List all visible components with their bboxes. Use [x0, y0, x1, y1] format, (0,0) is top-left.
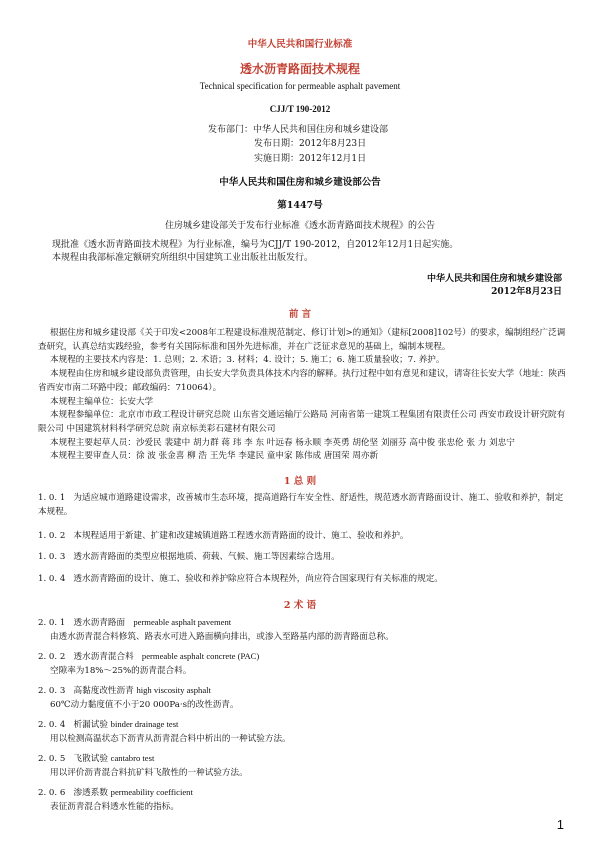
term-name-en: permeable asphalt concrete (PAC): [141, 651, 260, 661]
signer: 中华人民共和国住房和城乡建设部: [426, 274, 562, 284]
term-number: 2. 0. 5: [38, 754, 66, 764]
announcement-line: 现批准《透水沥青路面技术规程》为行业标准，编号为CJJ/T 190-2012，自2012年12月1日起实施。: [52, 240, 459, 250]
term-number: 2. 0. 3: [38, 686, 66, 696]
clause-number: 1. 0. 2: [38, 531, 66, 541]
issuer: 发布部门：中华人民共和国住房和城乡建设部: [208, 125, 389, 135]
term-name: 高黏度改性沥青: [73, 686, 134, 696]
announcement-subject: 住房城乡建设部关于发布行业标准《透水沥青路面技术规程》的公告: [164, 221, 435, 231]
issue-date: 发布日期：2012年8月23日: [254, 139, 367, 150]
preface-paragraph: 本规程主编单位：长安大学: [50, 396, 154, 407]
clause-text: 透水沥青路面的类型应根据地质、荷载、气候、施工等因素综合选用。: [73, 552, 340, 562]
announcement-signature: [427, 273, 562, 299]
term-item: [38, 718, 566, 746]
announcement-heading: 中华人民共和国住房和城乡建设部公告: [219, 177, 381, 188]
announcement-line: 本规程由我部标准定额研究所组织中国建筑工业出版社出版发行。: [52, 253, 314, 263]
term-definition: 表征沥青混合料透水性能的指标。: [50, 801, 179, 812]
preface-title: 前 言: [288, 309, 312, 320]
term-definition: 60℃动力黏度值不小于20 000Pa·s的改性沥青。: [50, 699, 239, 710]
term-name-en: permeability coefficient: [110, 787, 193, 797]
standard-category: 中华人民共和国行业标准: [247, 39, 353, 50]
effective-date: 实施日期：2012年12月1日: [254, 153, 367, 164]
preface-paragraph: 本规程的主要技术内容是：1. 总则；2. 术语；3. 材料；4. 设计；5. 施工；6. 施工质量验收；7. 养护。: [50, 355, 445, 366]
term-item: [38, 684, 566, 712]
term-definition: 空隙率为18%～25%的沥青混合料。: [50, 665, 192, 676]
term-definition: 由透水沥青混合料修筑、路表水可进入路面横向排出，或渗入至路基内部的沥青路面总称。: [50, 631, 394, 642]
term-name-en: binder drainage test: [110, 719, 179, 729]
section-title-general: 1 总 则: [283, 476, 317, 487]
clause-text: 本规程适用于新建、扩建和改建城镇道路工程透水沥青路面的设计、施工、验收和养护。: [73, 531, 409, 541]
term-definition: 用以检测高温状态下沥青从沥青混合料中析出的一种试验方法。: [50, 733, 291, 744]
term-name-en: high viscosity asphalt: [136, 685, 211, 695]
term-number: 2. 0. 2: [38, 652, 66, 662]
sign-date: 2012年8月23日: [491, 287, 562, 297]
page-number: 1: [556, 817, 564, 832]
term-number: 2. 0. 6: [38, 788, 66, 798]
clause-item: [38, 573, 566, 587]
preface-body: [38, 327, 566, 464]
term-name: 透水沥青路面: [73, 618, 126, 628]
term-name: 析漏试验: [73, 720, 108, 730]
term-number: 2. 0. 4: [38, 720, 66, 730]
preface-paragraph: 根据住房和城乡建设部《关于印发<2008年工程建设标准规范制定、修订计划>的通知》（建标[2008]102号）的要求，编制组经广泛调查研究，认真总结实践经验，参考有关国际标准和国外先进标准，并在广泛征求意见的基础上，编制本规程。: [38, 328, 566, 352]
clause-number: 1. 0. 1: [38, 493, 66, 503]
clause-number: 1. 0. 4: [38, 574, 66, 584]
clause-number: 1. 0. 3: [38, 552, 66, 562]
document-title-en: Technical specification for permeable asphalt pavement: [199, 81, 401, 91]
term-item: [38, 616, 566, 644]
preface-paragraph: 本规程由住房和城乡建设部负责管理，由长安大学负责具体技术内容的解释。执行过程中如有意见和建议，请寄往长安大学（地址：陕西省西安市南二环路中段；邮政编码：710064）。: [38, 369, 566, 393]
clause-item: [38, 530, 566, 544]
document-title: 透水沥青路面技术规程: [239, 62, 360, 76]
preface-paragraph: 本规程主要审查人员：徐 波 张金喜 柳 浩 王先华 李建民 童申家 陈伟成 唐国荣 周亦新: [50, 451, 379, 462]
clause-item: [38, 492, 566, 519]
standard-code: CJJ/T 190-2012: [269, 104, 331, 114]
term-item: [38, 752, 566, 780]
clause-text: 为适应城市道路建设需求，改善城市生态环境，提高道路行车安全性、舒适性，规范透水沥青路面设计、施工、验收和养护，制定本规程。: [38, 493, 564, 517]
term-name-en: cantabro test: [110, 753, 155, 763]
announcement-number: 第1447号: [277, 200, 323, 211]
clause-text: 透水沥青路面的设计、施工、验收和养护除应符合本规程外，尚应符合国家现行有关标准的规定。: [73, 574, 443, 584]
issue-info: [208, 123, 388, 166]
term-item: [38, 786, 566, 814]
preface-paragraph: 本规程参编单位：北京市市政工程设计研究总院 山东省交通运输厅公路局 河南省第一建筑工程集团有限责任公司 西安市政设计研究院有限公司 中国建筑材料科学研究总院 南京标美彩石建材有限公司: [38, 410, 566, 434]
term-name: 渗透系数: [73, 788, 108, 798]
term-name: 飞散试验: [73, 754, 108, 764]
term-number: 2. 0. 1: [38, 618, 66, 628]
term-name: 透水沥青混合料: [73, 652, 134, 662]
preface-paragraph: 本规程主要起草人员：沙爱民 裴建中 胡力群 蒋 玮 李 东 叶远春 杨永顺 李英勇 胡伦坚 刘丽芬 高中俊 张忠伦 张 力 刘忠宁: [50, 437, 515, 448]
term-definition: 用以评价沥青混合料抗矿料飞散性的一种试验方法。: [50, 767, 248, 778]
section-title-terms: 2 术 语: [283, 600, 317, 611]
term-item: [38, 650, 566, 678]
announcement-body: [52, 239, 572, 265]
clause-item: [38, 551, 566, 565]
term-name-en: permeable asphalt pavement: [133, 617, 232, 627]
